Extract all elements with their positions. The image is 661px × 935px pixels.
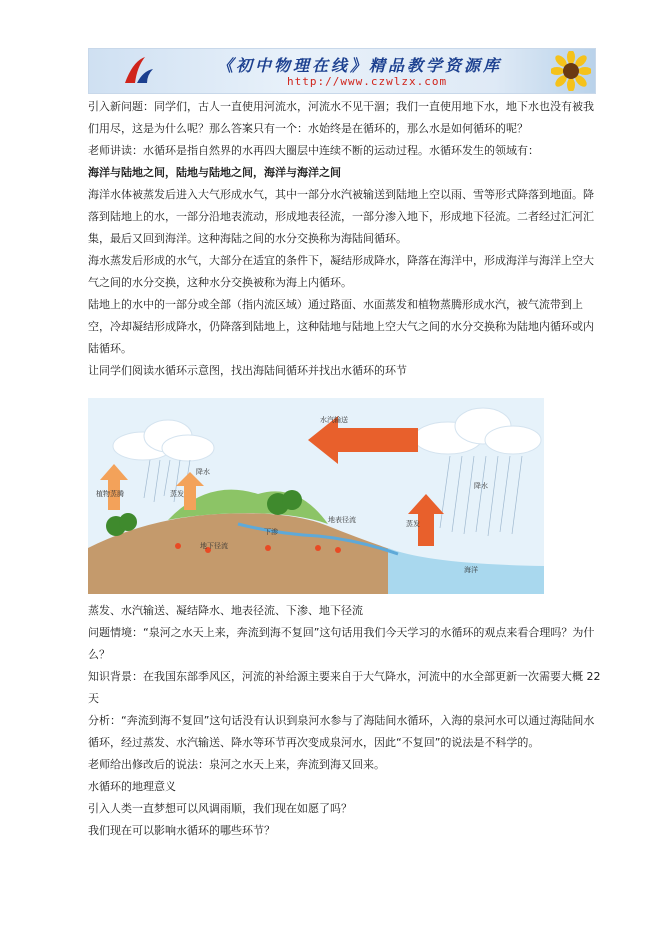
label-precip-left: 降水 <box>196 468 210 476</box>
paragraph-land-cycle: 陆地上的水中的一部分或全部（指内流区域）通过路面、水面蒸发和植物蒸腾形成水汽，被气流带到上空，冷却凝结形成降水，仍降落到陆地上，这种陆地与陆地上空大气之间的水分交换称为陆地内循环或内陆循环。 <box>88 298 594 355</box>
paragraph-dream: 引入人类一直梦想可以风调雨顺，我们现在如愿了吗？ <box>88 802 352 815</box>
label-surface-runoff: 地表径流 <box>328 516 356 524</box>
paragraph-intro: 引入新问题：同学们，古人一直使用河流水，河流水不见干涸；我们一直使用地下水，地下水也没有被我们用尽，这是为什么呢？那么答案只有一个：水始终是在循环的，那么水是如何循环的呢？ <box>88 100 594 135</box>
label-vapor-transport: 水汽输送 <box>320 416 348 424</box>
label-transpiration: 植物蒸腾 <box>96 490 124 498</box>
paragraph-analysis: 分析：“奔流到海不复回”这句话没有认识到泉河水参与了海陆间水循环，入海的泉河水可以通过海陆间水循环，经过蒸发、水汽输送、降水等环节再次变成泉河水，因此“不复回”的说法是不科学的。 <box>88 714 595 749</box>
paragraph-revised: 老师给出修改后的说法：泉河之水天上来，奔流到海又回来。 <box>88 758 385 771</box>
label-precip-right: 降水 <box>474 482 488 490</box>
paragraph-domains: 海洋与陆地之间，陆地与陆地之间，海洋与海洋之间 <box>88 166 341 179</box>
logo-icon <box>119 53 159 89</box>
label-ocean: 海洋 <box>464 566 478 574</box>
paragraph-sea-land: 海洋水体被蒸发后进入大气形成水气，其中一部分水汽被输送到陆地上空以雨、雪等形式降落到地面。降落到陆地上的水，一部分沿地表流动，形成地表径流，一部分渗入地下，形成地下径流。二者经过汇河汇集，最后又回到海洋。这种海陆之间的水分交换称为海陆间循环。 <box>88 188 594 245</box>
paragraph-background: 知识背景：在我国东部季风区，河流的补给源主要来自于大气降水，河流中的水全部更新一次需要大概 22 天 <box>88 670 601 705</box>
text-block-top <box>88 96 602 382</box>
paragraph-sea-cycle: 海水蒸发后形成的水气，大部分在适宜的条件下，凝结形成降水，降落在海洋中，形成海洋与海洋上空大气之间的水分交换，这种水分交换被称为海上内循环。 <box>88 254 594 289</box>
paragraph-stages: 蒸发、水汽输送、凝结降水、地表径流、下渗、地下径流 <box>88 604 363 617</box>
label-evap-sea: 蒸发 <box>406 520 420 528</box>
header-banner <box>88 48 596 94</box>
sunflower-icon <box>551 51 591 91</box>
label-groundwater: 地下径流 <box>200 542 228 550</box>
paragraph-influence: 我们现在可以影响水循环的哪些环节？ <box>88 824 275 837</box>
paragraph-significance: 水循环的地理意义 <box>88 780 176 793</box>
label-evap-land: 蒸发 <box>170 490 184 498</box>
banner-url[interactable]: http://www.czwlzx.com <box>287 75 448 88</box>
paragraph-question: 问题情境：“泉河之水天上来，奔流到海不复回”这句话用我们今天学习的水循环的观点来看合理吗？为什么？ <box>88 626 595 661</box>
paragraph-teacher: 老师讲读：水循环是指自然界的水再四大圈层中连续不断的运动过程。水循环发生的领域有： <box>88 144 539 157</box>
banner-title: 《初中物理在线》精品教学资源库 <box>217 56 503 75</box>
text-block-bottom <box>88 600 602 842</box>
water-cycle-diagram <box>88 398 544 594</box>
label-infiltration: 下渗 <box>264 528 278 536</box>
paragraph-read-figure: 让同学们阅读水循环示意图，找出海陆间循环并找出水循环的环节 <box>88 364 407 377</box>
